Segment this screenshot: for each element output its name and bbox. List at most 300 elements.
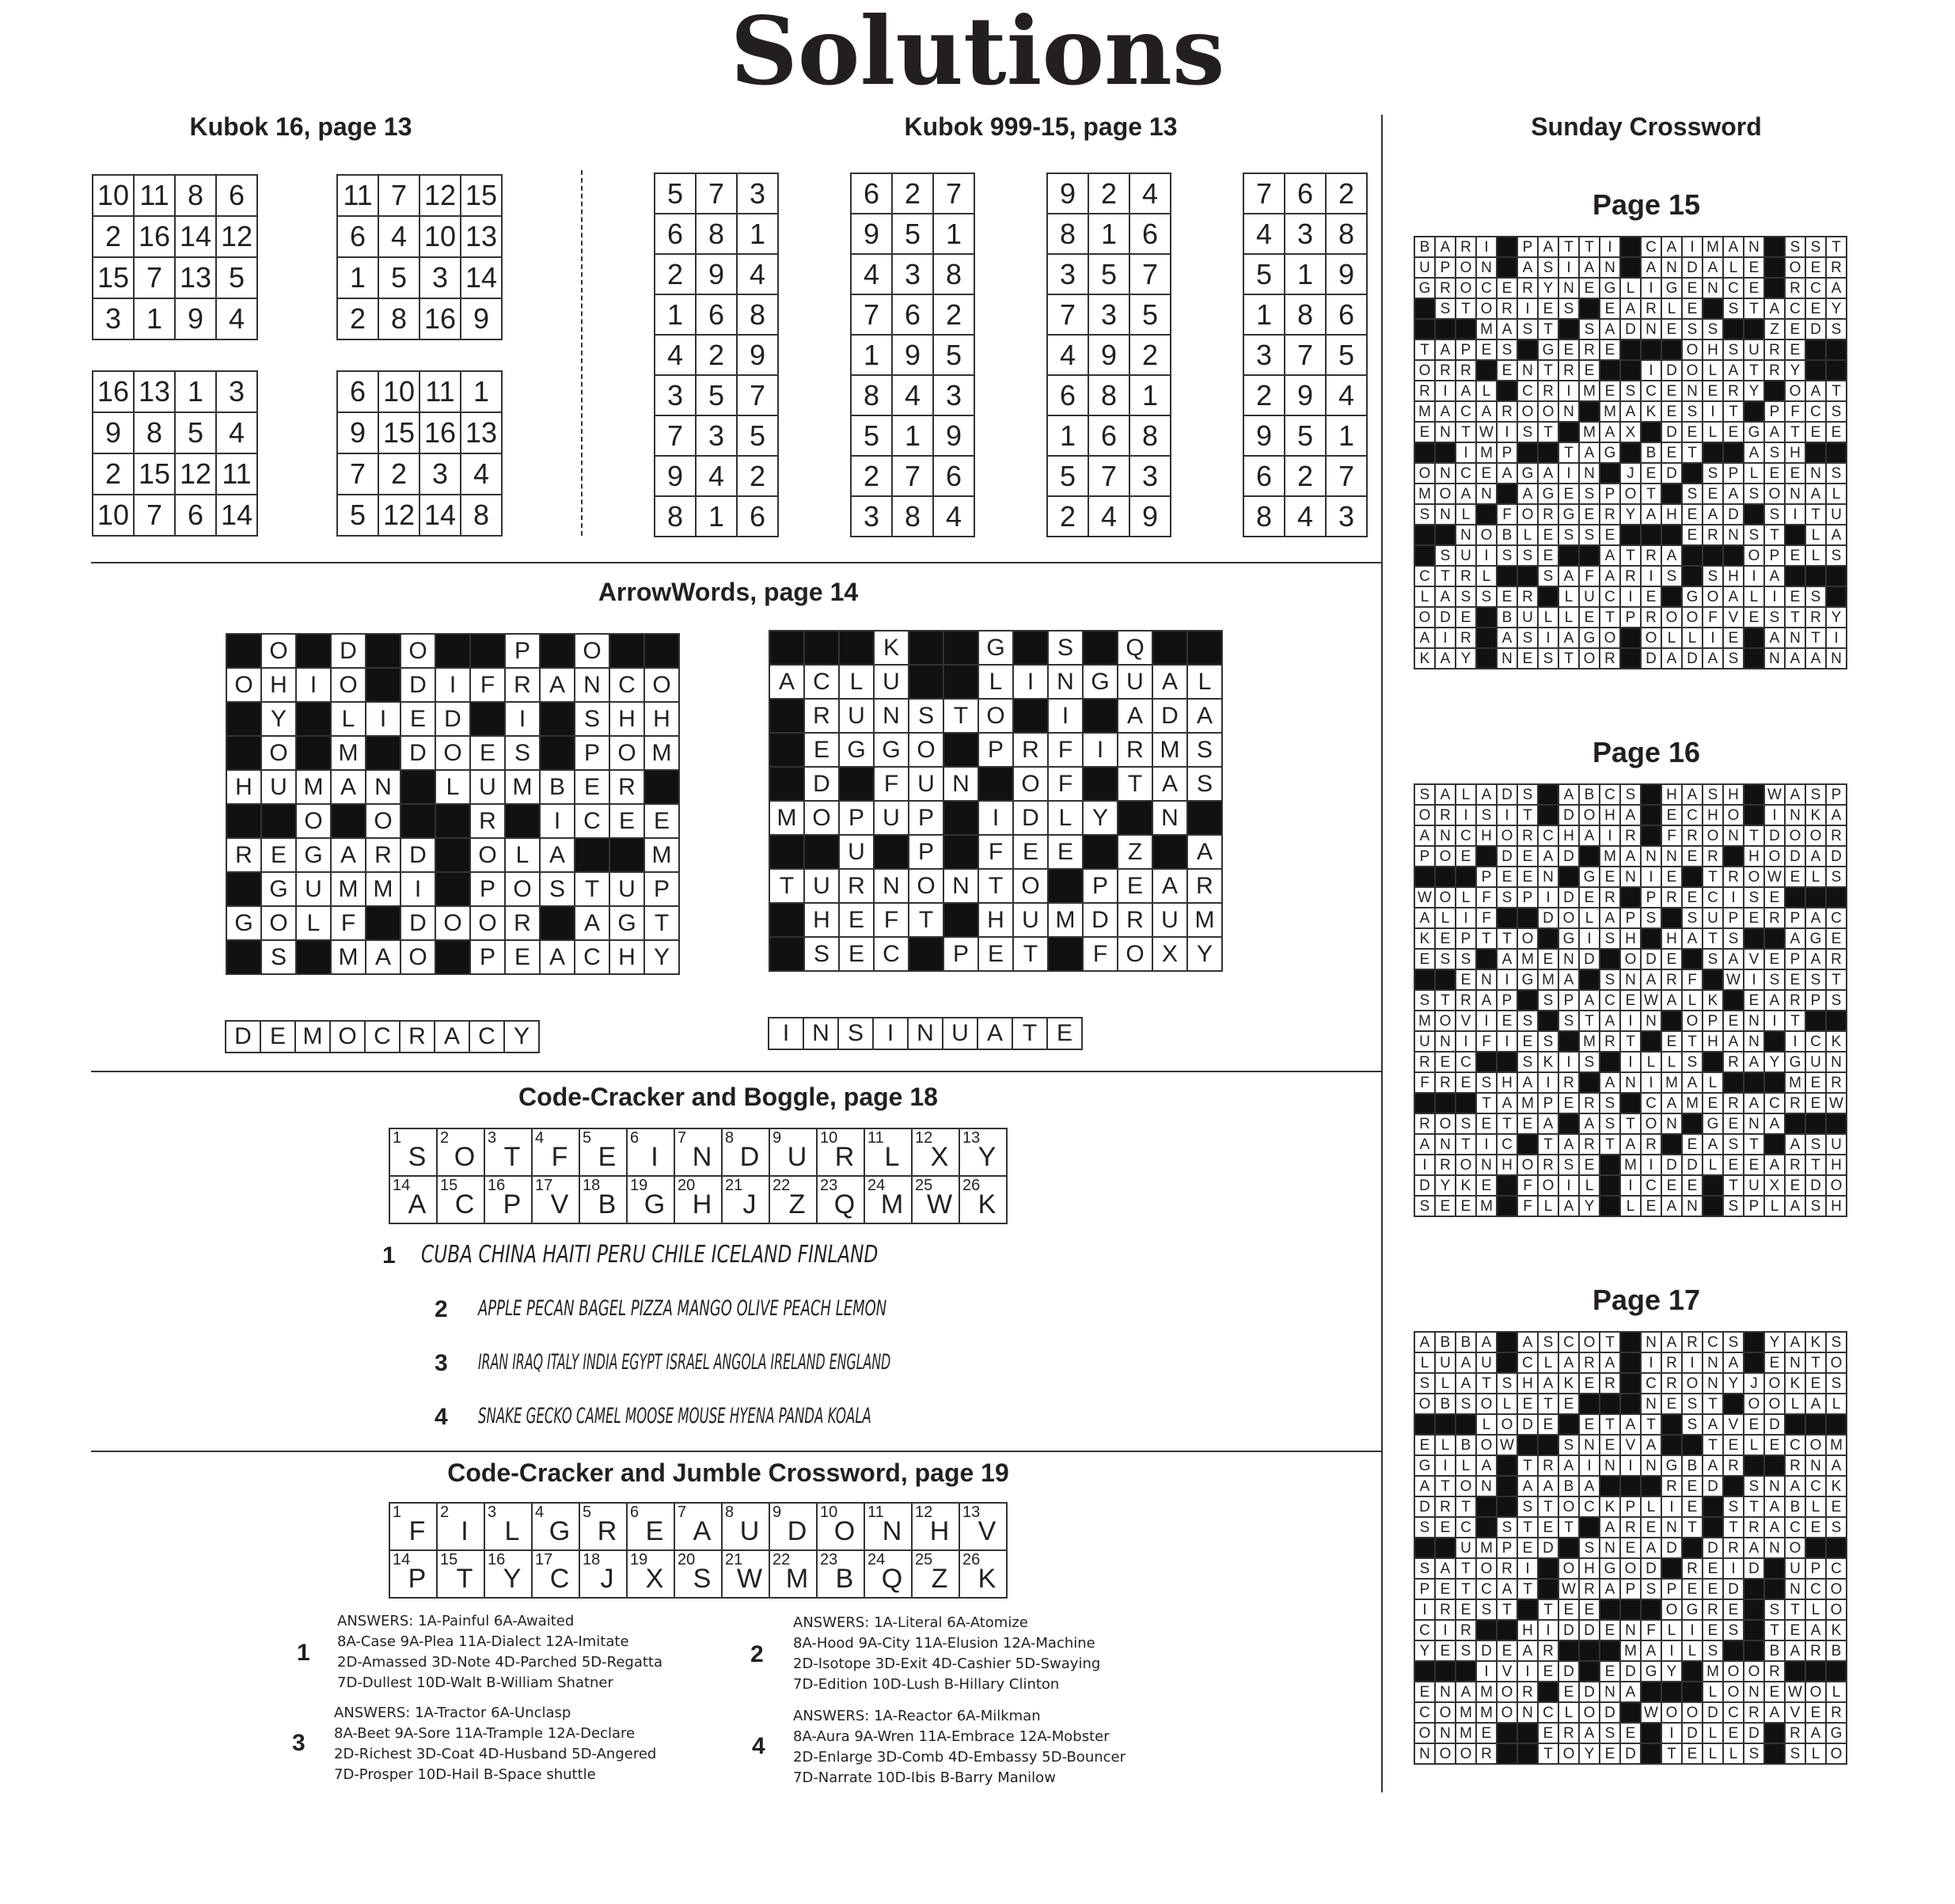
key-letter: B [835, 1563, 854, 1594]
grid-cell: 9 [1088, 335, 1129, 375]
letter-cell: R [1723, 1093, 1744, 1113]
grid-cell: 3 [93, 298, 134, 339]
letter-cell: I [1744, 566, 1764, 586]
black-cell [1764, 257, 1785, 278]
letter-cell: I [1620, 1175, 1641, 1196]
key-number: 22 [773, 1177, 791, 1194]
letter-cell: N [1641, 1394, 1661, 1414]
letter-cell: S [1414, 990, 1435, 1011]
black-cell [1579, 401, 1600, 422]
letter-cell: R [1723, 381, 1744, 401]
key-letter: L [504, 1515, 520, 1546]
letter-cell: T [1118, 767, 1152, 801]
letter-cell: S [1579, 1538, 1600, 1558]
letter-cell: L [1497, 1394, 1517, 1414]
letter-cell: T [1517, 1517, 1538, 1538]
letter-cell: S [1703, 566, 1723, 586]
letter-cell: A [1764, 298, 1785, 319]
black-cell [1600, 1052, 1620, 1072]
letter-cell: I [1641, 566, 1661, 586]
letter-cell: A [1723, 484, 1744, 504]
letter-cell: I [1048, 699, 1083, 733]
letter-cell: S [1826, 1332, 1847, 1352]
letter-cell: E [1785, 1175, 1805, 1196]
black-cell [1764, 237, 1785, 257]
letter-cell: A [1538, 1113, 1558, 1134]
letter-cell: A [1435, 586, 1456, 607]
black-cell [909, 631, 943, 665]
black-cell [1744, 1599, 1764, 1620]
letter-cell: D [1826, 846, 1847, 867]
letter-cell: A [1497, 319, 1517, 339]
letter-cell: D [1682, 1155, 1703, 1175]
letter-cell: K [1805, 805, 1826, 825]
key-number: 6 [630, 1129, 640, 1147]
letter-cell: N [1435, 1031, 1456, 1052]
letter-cell: I [1558, 257, 1579, 278]
letter-cell: C [1641, 381, 1661, 401]
letter-cell: E [1558, 484, 1579, 504]
letter-cell: D [1641, 949, 1661, 969]
key-letter: U [787, 1141, 807, 1172]
letter-cell: D [1661, 360, 1682, 381]
letter-cell: S [1682, 401, 1703, 422]
letter-cell: F [1641, 1620, 1661, 1640]
letter-cell: I [1764, 1011, 1785, 1031]
letter-cell: A [1558, 1455, 1579, 1476]
letter-cell: C [1682, 805, 1703, 825]
letter-cell: Y [1538, 278, 1558, 298]
black-cell [1826, 566, 1847, 586]
grid-cell: 9 [1129, 496, 1171, 537]
black-cell [1497, 1332, 1517, 1352]
black-cell [1517, 442, 1538, 463]
letter-cell: S [1497, 887, 1517, 908]
black-cell [1620, 525, 1641, 545]
grid-cell: 9 [851, 214, 892, 254]
letter-cell: D [400, 736, 435, 770]
key-cell [959, 1128, 1007, 1176]
letter-cell: T [1826, 969, 1847, 990]
letter-cell: S [1435, 298, 1456, 319]
letter-cell: G [1744, 422, 1764, 442]
letter-cell: D [1805, 319, 1826, 339]
grid-cell: 1 [933, 214, 974, 254]
letter-cell: S [540, 872, 575, 906]
letter-cell: S [1682, 1394, 1703, 1414]
letter-cell: T [1476, 1093, 1497, 1113]
letter-cell: A [1764, 1155, 1785, 1175]
black-cell [1744, 504, 1764, 525]
letter-cell: S [1414, 784, 1435, 805]
letter-cell: R [1661, 1476, 1682, 1496]
black-cell [1744, 1640, 1764, 1661]
grid-cell: 16 [93, 371, 134, 412]
letter-cell: R [366, 838, 400, 872]
letter-cell: E [1538, 949, 1558, 969]
page-title: Solutions [730, 0, 1225, 106]
letter-cell: E [1723, 1113, 1744, 1134]
letter-cell: A [1152, 767, 1187, 801]
black-cell [1517, 1435, 1538, 1455]
grid-cell: 8 [378, 298, 419, 339]
letter-cell: E [1456, 1072, 1476, 1093]
black-cell [1414, 867, 1435, 887]
letter-cell: A [1641, 969, 1661, 990]
letter-cell: A [1703, 257, 1723, 278]
key-number: 8 [725, 1504, 735, 1521]
letter-cell: A [1456, 484, 1476, 504]
letter-cell: M [331, 940, 366, 974]
letter-cell: A [1723, 1352, 1744, 1373]
boggle-words-4: SNAKE GECKO CAMEL MOOSE MOUSE HYENA PANDA KOALA [478, 1404, 871, 1428]
letter-cell: R [1558, 360, 1579, 381]
letter-cell: A [1579, 825, 1600, 846]
letter-cell: S [1456, 1394, 1476, 1414]
letter-cell: O [1558, 908, 1579, 928]
letter-cell: T [1703, 928, 1723, 949]
letter-cell: D [1744, 1558, 1764, 1579]
letter-cell: O [1013, 869, 1048, 903]
letter-cell: D [804, 767, 839, 801]
letter-cell: O [1497, 1702, 1517, 1723]
letter-cell: C [1723, 278, 1744, 298]
black-cell [470, 634, 505, 668]
letter-cell: S [1538, 257, 1558, 278]
letter-cell: O [575, 634, 609, 668]
letter-cell: T [1456, 1496, 1476, 1517]
black-cell [1682, 1661, 1703, 1682]
letter-cell: A [1785, 928, 1805, 949]
black-cell [1744, 628, 1764, 648]
letter-cell: N [1785, 484, 1805, 504]
letter-cell: D [400, 668, 435, 702]
letter-cell: U [804, 869, 839, 903]
black-cell [1517, 339, 1538, 360]
letter-cell: B [1641, 442, 1661, 463]
letter-cell: A [1456, 381, 1476, 401]
letter-cell: E [1579, 1373, 1600, 1394]
black-cell [1600, 1394, 1620, 1414]
letter-cell: O [1456, 257, 1476, 278]
black-cell [400, 804, 435, 838]
letter-cell: P [1703, 1011, 1723, 1031]
letter-cell: N [1476, 257, 1497, 278]
letter-cell: W [1826, 1093, 1847, 1113]
black-cell [769, 733, 804, 767]
letter-cell: S [1682, 908, 1703, 928]
letter-cell: A [1661, 990, 1682, 1011]
black-cell [226, 736, 261, 770]
black-cell [1764, 1455, 1785, 1476]
grid-cell: 13 [175, 257, 216, 298]
key-letter: P [503, 1189, 522, 1219]
key-number: 23 [820, 1551, 838, 1568]
letter-cell: W [1785, 1682, 1805, 1702]
letter-cell: R [1600, 648, 1620, 669]
black-cell [943, 903, 978, 937]
black-cell [366, 906, 400, 940]
letter-cell: N [1579, 463, 1600, 484]
letter-cell: L [1703, 1155, 1723, 1175]
black-cell [1517, 1723, 1538, 1743]
letter-cell: S [1723, 1332, 1744, 1352]
letter-cell: A [1805, 484, 1826, 504]
grid-cell: 6 [696, 294, 737, 335]
letter-cell: A [1805, 1620, 1826, 1640]
letter-cell: S [1641, 908, 1661, 928]
letter-cell: T [1558, 237, 1579, 257]
kubok16-grid-4 [336, 370, 503, 537]
letter-cell: E [1600, 381, 1620, 401]
letter-cell: A [1805, 908, 1826, 928]
black-cell [1620, 628, 1641, 648]
letter-cell: L [296, 906, 331, 940]
letter-cell: C [1558, 1332, 1579, 1352]
grid-cell: 7 [337, 453, 378, 495]
letter-cell: S [1723, 298, 1744, 319]
grid-cell: 9 [461, 298, 502, 339]
letter-cell: R [1476, 1743, 1497, 1764]
letter-cell: H [226, 770, 261, 804]
letter-cell: L [1456, 887, 1476, 908]
letter-cell: E [1805, 1702, 1826, 1723]
letter-cell: P [1723, 908, 1744, 928]
letter-cell: L [1805, 545, 1826, 566]
letter-cell: A [1723, 237, 1744, 257]
key-letter: S [408, 1141, 427, 1172]
letter-cell: A [1661, 237, 1682, 257]
black-cell [1600, 1599, 1620, 1620]
letter-cell: A [1703, 504, 1723, 525]
letter-cell: M [1661, 1072, 1682, 1093]
letter-cell: O [1785, 381, 1805, 401]
letter-cell: N [943, 869, 978, 903]
letter-cell: S [1826, 319, 1847, 339]
black-cell [1600, 1155, 1620, 1175]
letter-cell: E [1826, 928, 1847, 949]
letter-cell: M [1579, 381, 1600, 401]
black-cell [1682, 1538, 1703, 1558]
black-cell [1558, 1414, 1579, 1435]
letter-cell: S [1826, 1373, 1847, 1394]
black-cell [1600, 360, 1620, 381]
key-letter: V [978, 1515, 996, 1546]
letter-cell: S [1703, 784, 1723, 805]
letter-cell: M [1579, 1031, 1600, 1052]
letter-cell: T [1805, 1352, 1826, 1373]
key-number: 2 [440, 1129, 450, 1147]
key-cell [389, 1550, 437, 1598]
section-divider-2 [91, 1071, 1381, 1072]
letter-cell: R [1641, 545, 1661, 566]
letter-cell: T [1723, 1517, 1744, 1538]
key-letter: I [461, 1515, 469, 1546]
black-cell [1558, 1031, 1579, 1052]
letter-cell: R [1538, 504, 1558, 525]
letter-cell: A [1456, 1373, 1476, 1394]
black-cell [1620, 1332, 1641, 1352]
grid-cell: 2 [933, 294, 974, 335]
grid-cell: 8 [851, 375, 892, 415]
letter-cell: D [1558, 1661, 1579, 1682]
letter-cell: A [1805, 648, 1826, 669]
letter-cell: R [1805, 1640, 1826, 1661]
letter-cell: R [1703, 846, 1723, 867]
letter-cell: M [1600, 401, 1620, 422]
letter-cell: S [1435, 949, 1456, 969]
letter-cell: T [1785, 1011, 1805, 1031]
letter-cell: F [874, 903, 909, 937]
letter-cell: H [1723, 566, 1744, 586]
answer-line: 2D-Richest 3D-Coat 4D-Husband 5D-Angered [334, 1746, 657, 1762]
key-number: 3 [488, 1129, 497, 1147]
grid-cell: 5 [1243, 254, 1285, 294]
black-cell [296, 736, 331, 770]
black-cell [1620, 339, 1641, 360]
letter-cell: D [1538, 908, 1558, 928]
letter-cell: G [874, 733, 909, 767]
letter-cell: D [1558, 887, 1579, 908]
grid-cell: 2 [93, 216, 134, 257]
letter-cell: E [1661, 1175, 1682, 1196]
key-letter: O [833, 1515, 856, 1546]
letter-cell: R [226, 838, 261, 872]
boggle-words-3: IRAN IRAQ ITALY INDIA EGYPT ISRAEL ANGOLA IRELAND ENGLAND [478, 1350, 891, 1375]
letter-cell: A [1187, 699, 1222, 733]
black-cell [1517, 1743, 1538, 1764]
black-cell [1641, 805, 1661, 825]
letter-cell: T [1600, 1414, 1620, 1435]
black-cell [978, 767, 1013, 801]
grid-cell: 12 [216, 216, 257, 257]
key-letter: Y [503, 1563, 522, 1594]
letter-cell: N [1414, 1743, 1435, 1764]
grid-cell: 1 [134, 298, 175, 339]
letter-cell: B [1435, 1332, 1456, 1352]
letter-cell: I [1538, 628, 1558, 648]
letter-cell: Y [1764, 1052, 1785, 1072]
letter-cell: U [1703, 908, 1723, 928]
kubok16-grid-3 [92, 370, 258, 537]
letter-cell: H [1620, 928, 1641, 949]
letter-cell: P [1620, 908, 1641, 928]
black-cell [505, 804, 540, 838]
letter-cell: C [1641, 237, 1661, 257]
letter-cell: K [1826, 1620, 1847, 1640]
key-cell [579, 1503, 627, 1550]
grid-cell: 6 [737, 496, 778, 537]
letter-cell: P [505, 634, 540, 668]
black-cell [1497, 237, 1517, 257]
letter-cell: C [1414, 1620, 1435, 1640]
letter-cell: N [1764, 648, 1785, 669]
black-cell [1538, 784, 1558, 805]
letter-cell: O [1785, 257, 1805, 278]
grid-cell: 5 [737, 415, 778, 456]
letter-cell: O [1456, 278, 1476, 298]
black-cell [1414, 1538, 1435, 1558]
grid-cell: 3 [696, 415, 737, 456]
letter-cell: A [1579, 442, 1600, 463]
letter-cell: D [1558, 846, 1579, 867]
letter-cell: N [1703, 278, 1723, 298]
letter-cell: A [1517, 484, 1538, 504]
letter-cell: O [609, 736, 644, 770]
black-cell [1476, 949, 1497, 969]
letter-cell: O [1805, 825, 1826, 846]
letter-cell: S [1723, 928, 1744, 949]
black-cell [1764, 928, 1785, 949]
letter-cell: G [226, 906, 261, 940]
letter-cell: J [1744, 1373, 1764, 1394]
black-cell [1579, 846, 1600, 867]
letter-cell: S [1538, 1031, 1558, 1052]
letter-cell: A [1826, 278, 1847, 298]
letter-cell: Z [1764, 319, 1785, 339]
letter-cell: O [1723, 1682, 1744, 1702]
grid-cell: 3 [1326, 496, 1367, 537]
letter-cell: S [1805, 1196, 1826, 1216]
grid-cell: 4 [737, 254, 778, 294]
letter-cell: A [1785, 1640, 1805, 1661]
black-cell [226, 804, 261, 838]
jumble-num-3: 3 [292, 1730, 306, 1756]
letter-cell: T [1600, 1332, 1620, 1352]
grid-cell: 5 [1285, 415, 1326, 456]
letter-cell: R [1785, 278, 1805, 298]
black-cell [1600, 949, 1620, 969]
key-number: 17 [535, 1177, 553, 1194]
letter-cell: A [1558, 1196, 1579, 1216]
grid-cell: 8 [461, 495, 502, 536]
grid-cell: 7 [134, 495, 175, 536]
letter-cell: M [505, 770, 540, 804]
grid-cell: 6 [1285, 173, 1326, 214]
letter-cell: I [1682, 237, 1703, 257]
letter-cell: W [1558, 1579, 1579, 1599]
letter-cell: P [1538, 1093, 1558, 1113]
letter-cell: D [1703, 1538, 1723, 1558]
letter-cell: E [1703, 1620, 1723, 1640]
letter-cell: O [1476, 1558, 1497, 1579]
letter-cell: N [1620, 969, 1641, 990]
answer-cell: E [260, 1021, 295, 1053]
grid-cell: 8 [1326, 214, 1367, 254]
key-number: 8 [725, 1129, 735, 1147]
letter-cell: C [1805, 278, 1826, 298]
letter-cell: O [1723, 805, 1744, 825]
letter-cell: M [644, 736, 679, 770]
letter-cell: N [1048, 665, 1083, 699]
letter-cell: N [1517, 360, 1538, 381]
letter-cell: U [1414, 257, 1435, 278]
letter-cell: G [839, 733, 874, 767]
kubok999-grid-1 [654, 173, 779, 537]
letter-cell: A [1497, 1579, 1517, 1599]
black-cell [1641, 825, 1661, 846]
letter-cell: A [1785, 1332, 1805, 1352]
black-cell [1538, 1558, 1558, 1579]
answer-cell: S [838, 1018, 873, 1049]
black-cell [1805, 566, 1826, 586]
letter-cell: S [261, 940, 296, 974]
letter-cell: R [1456, 237, 1476, 257]
letter-cell: Y [1826, 607, 1847, 628]
letter-cell: O [1476, 1394, 1497, 1414]
letter-cell: A [1764, 1496, 1785, 1517]
letter-cell: O [470, 906, 505, 940]
